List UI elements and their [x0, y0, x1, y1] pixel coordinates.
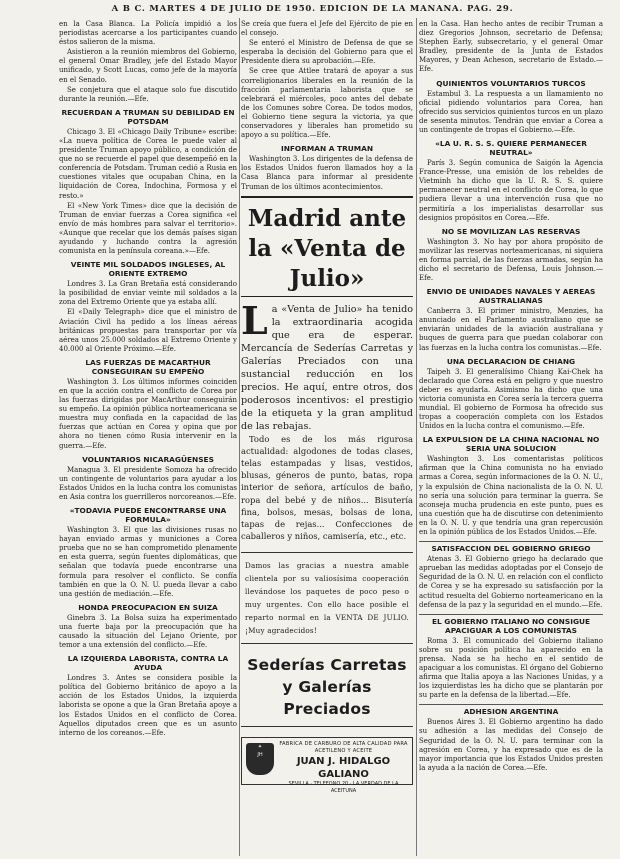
- article-headline: VOLUNTARIOS NICARAGÜENSES: [82, 454, 214, 464]
- article-headline: HONDA PREOCUPACION EN SUIZA: [78, 602, 218, 612]
- news-column-left: [59, 20, 237, 855]
- ad-address: SEVILLA · TELEFONO 20 · LA VERDAD DE LA ACEITUNA: [288, 781, 399, 795]
- article-headline: INFORMAN A TRUMAN: [280, 144, 374, 154]
- article-headline: LAS FUERZAS DE MACARTHUR CONSEGUIRAN SU EMPEÑO: [85, 357, 211, 376]
- article-paragraph: Londres 3. Antes se considera posible la política del Gobierno británico de apoyo a la acción de los Estados Unidos, la izquierda laborista se opone a que la Gran Bretaña apoye a los Estados Unidos en el conflicto de Corea. Aquellos diputados creen que es un asunto interno de los coreanos.—Efe.: [59, 674, 237, 737]
- article-paragraph: Buenos Aires 3. El Gobierno argentino ha dado su adhesión a las medidas del Consejo de Seguridad de la O. N. U. para terminar con la agresión en Corea, y ha expresado que es de la mayor importancia que los Estados Unidos presten la ayuda a la nación de Corea.—Efe.: [419, 718, 603, 772]
- article-paragraph: Washington 3. El que las divisiones rusas no hayan enviado armas y municiones a Corea prueba que no se han comprometido plenamente en esta guerra, según fuentes diplomáticas, que señalan que todavía puede encontrarse una formula para resolver el conflicto. Se confía también en que la O. N. U. pueda llevar a cabo una gestión de mediación.—Efe.: [59, 526, 237, 598]
- article-paragraph: Chicago 3. El «Chicago Daily Tribune» escribe: «La nueva política de Corea le puede valer al presidente Truman apoyo público, a condición de que no se recuerde el papel que desempeñó en la conferencia de Potsdam. Truman cedió a Rusia en cuestiones vitales que ocupaban China, en la liquidación de Corea, Indochina, Formosa y el resto.»: [59, 127, 237, 200]
- article-paragraph: Asistieron a la reunión miembros del Gobierno, el general Omar Bradley, jefe del Estado Mayor unificado, y Scott Lucas, como jefe de la mayoría en el Senado.: [59, 48, 237, 84]
- feature-lead: [241, 297, 413, 433]
- article-paragraph: El «Daily Telegraph» dice que el ministro de Aviación Civil ha pedido a los líneas aéreas británicas propuestas para transportar por vía aérea unos 25.000 soldados al Extremo Oriente y 40.000 al Oriente Próximo.—Efe.: [59, 308, 237, 353]
- feature-body: Todo es de los más rigurosa actualidad: algodones de todas clases, telas estampadas y lisas, vestidos, blusas, géneros de punto, batas, ropa interior de señora, artículos de baño, ropa del bebé y de niños... Bisutería fina, bolsos, mesas, bolsas de lona, tapas de rejas... Confecciones de caballeros y niños, camisería, etc., etc.: [241, 433, 413, 542]
- column-rule: [416, 18, 417, 856]
- article-paragraph: París 3. Según comunica de Saigón la Agencia France-Presse, una emisión de los rebeldes de Vietminh ha dicho que la U. R. S. S. quiere permanecer neutral en el conflicto de Corea, lo que pudiera llevar a una intervención rusa que no permitiría a los imperialistas desarrollar sus designios propósitos en Corea.—Efe.: [419, 159, 603, 222]
- ad-seal-icon: ✦ JH: [246, 743, 274, 775]
- article-paragraph: Roma 3. El comunicado del Gobierno italiano sobre su posición política ha aparecido en la prensa. Nada se ha hecho en el sentido de apaciguar a los comunistas. El órgano del Gobierno afirma que Italia apoya a las Naciones Unidas, y a los izquierdistas les ha dicho que se plantarán por su parte en la defensa de la libertad.—Efe.: [419, 636, 603, 700]
- ad-company-name: JUAN J. HIDALGO GALIANO: [296, 756, 391, 781]
- article-headline: EL GOBIERNO ITALIANO NO CONSIGUE APACIGUAR A LOS COMUNISTAS: [419, 614, 603, 635]
- article-paragraph: Washington 3. Los dirigentes de la defensa de los Estados Unidos fueron llamados hoy a la Casa Blanca para informar al presidente Truman de los últimos acontecimientos.: [241, 155, 413, 191]
- article-paragraph: Washington 3. Los comentaristas políticos afirman que la China comunista no ha enviado armas a Corea, según informaciones de la O. N. U., y la expulsión de China nacionalista de la O. N. U. no sería una solución para terminar la guerra. Se aconseja mucha prudencia en este punto, pues es una cuestión que ha de discutirse con detenimiento en la O. N. U. y que tendría una gran repercusión en la opinión pública de los Estados Unidos.—Efe.: [419, 455, 603, 537]
- article-headline: RECUERDAN A TRUMAN SU DEBILIDAD EN POTSDAM: [61, 107, 235, 126]
- article-paragraph: Estambul 3. La respuesta a un llamamiento no oficial pidiendo voluntarios para Corea, han ofrecido sus servicios quinientos turcos en un plazo de sesenta minutos. Tendrán que enviar a Corea a un contingente de tropas el Gobierno.—Efe.: [419, 89, 603, 134]
- article-paragraph: Londres 3. La Gran Bretaña está considerando la posibilidad de enviar veinte mil soldados a la zona del Extremo Oriente que ya estaba allí.: [59, 280, 237, 307]
- article-paragraph: Washington 3. Los últimos informes coinciden en que la acción contra el conflicto de Corea por las fuerzas dirigidas por MacArthur conseguirán su empeño. La opinión pública norteamericana se muestra muy confiada en la capacidad de las fuerzas que actúan en Corea y opina que por ahora no tienen cómo Rusia intervenir en la guerra.—Efe.: [59, 377, 237, 450]
- article-headline: VEINTE MIL SOLDADOS INGLESES, AL ORIENTE EXTREMO: [70, 260, 226, 279]
- article-headline: NO SE MOVILIZAN LAS RESERVAS: [441, 226, 581, 236]
- article-paragraph: en la Casa Blanca. La Policía impidió a los periodistas acercarse a los participantes cuando éstos salieron de la misma.: [59, 20, 237, 47]
- feature-lead-text: a «Venta de Julio» ha tenido la extraordinaria acogida que era de esperar. Mercancía de Sederías Carretas y Galerías Preciados con una sustancial reducción en los precios. He aquí, entre otros, dos poderosos incentivos: el prestigio de la etiqueta y la gran amplitud de las rebajas.: [241, 303, 413, 432]
- drop-cap: L: [241, 297, 268, 343]
- article-paragraph: Se cree que Attlee tratará de apoyar a sus correligionarios liberales en la reunión de la fracción parlamentaria laborista que se celebrará el miércoles, poco antes del debate de los Comunes sobre Corea. De todos modos, el Gobierno tiene segura la victoria, ya que conservadores y liberales han prometido su apoyo a su política.—Efe.: [241, 67, 413, 140]
- article-paragraph: Se creía que fuera el Jefe del Ejército de pie en el consejo.: [241, 20, 413, 38]
- article-headline: LA IZQUIERDA LABORISTA, CONTRA LA AYUDA: [67, 654, 229, 673]
- article-paragraph: Taipeh 3. El generalísimo Chiang Kai-Chek ha declarado que Corea está en peligro y que nuestro deber es ayudarla. Asimismo ha dicho que una victoria comunista en Corea sería la tercera guerra mundial. El gobierno de Formosa ha ofrecido sus tropas a cooperación completa con los Estados Unidos en la lucha contra el comunismo.—Efe.: [419, 367, 603, 431]
- article-paragraph: Washington 3. No hay por ahora propósito de movilizar las reservas norteamericanas, ni siquiera en forma parcial, de las fuerzas armadas, según ha dicho el secretario de Defensa, Louis Johnson.—Efe.: [419, 237, 603, 283]
- article-headline: SATISFACCION DEL GOBIERNO GRIEGO: [419, 541, 603, 553]
- store-brand: Sederías Carretas y Galerías Preciados: [241, 654, 413, 727]
- article-paragraph: Se conjetura que el ataque solo fue discutido durante la reunión.—Efe.: [59, 85, 237, 103]
- article-paragraph: Atenas 3. El Gobierno griego ha declarado que aprueban las medidas adoptadas por el Consejo de Seguridad de la O. N. U. en relación con el conflicto de Corea y se ha expresado su satisfacción por la actitud resuelta del Gobierno norteamericano en la defensa de la paz y la seguridad en el mundo.—Efe.: [419, 555, 603, 609]
- article-headline: UNA DECLARACION DE CHIANG: [446, 356, 576, 366]
- article-paragraph: Ginebra 3. La Bolsa suiza ha experimentado una fuerte baja por la preocupación que ha causado la situación del Lejano Oriente, por temor a una extensión del conflicto.—Efe.: [59, 613, 237, 650]
- article-headline: LA EXPULSION DE LA CHINA NACIONAL NO SERIA UNA SOLUCION: [422, 435, 600, 454]
- article-headline: «TODAVIA PUEDE ENCONTRARSE UNA FORMULA»: [69, 506, 227, 525]
- article-headline: «LA U. R. S. S. QUIERE PERMANECER NEUTRAL»: [435, 139, 587, 158]
- advertisement: [241, 737, 413, 795]
- article-paragraph: Se enteró el Ministro de Defensa de que se esperaba la decisión del Gobierno para que el Presidente diera su aprobación.—Efe.: [241, 39, 413, 66]
- article-paragraph: Managua 3. El presidente Somoza ha ofrecido un contingente de voluntarios para ayudar a los Estados Unidos en la lucha contra los comunistas en Asia contra los guerrilleros norcoreanos.—Efe.: [59, 465, 237, 501]
- article-paragraph: en la Casa. Han hecho antes de recibir Truman a diez Gregorios Johnson, secretario de Defensa; Stephen Early, subsecretario, y el general Omar Bradley, presidente de la Junta de Estados Mayores, y Dean Acheson, secretario de Estado.—Efe.: [419, 20, 603, 74]
- article-headline: ENVIO DE UNIDADES NAVALES Y AEREAS AUSTRALIANAS: [426, 287, 596, 306]
- ad-tagline: FABRICA DE CARBURO DE ALTA CALIDAD PARA ACETILENO Y ACEITE: [279, 741, 408, 755]
- news-column-center: [241, 20, 413, 855]
- page-header: A B C. MARTES 4 DE JULIO DE 1950. EDICION DE LA MAÑANA. PAG. 29.: [111, 4, 514, 14]
- column-rule: [239, 18, 240, 856]
- article-headline: ADHESION ARGENTINA: [419, 704, 603, 716]
- news-column-right: [419, 20, 603, 855]
- feature-title: Madrid ante la «Venta de Julio»: [241, 196, 413, 297]
- article-paragraph: El «New York Times» dice que la decisión de Truman de enviar fuerzas a Corea significa «el envío de más hombres para salvar el territorio». «Aunque que recelar que los demás países sigan ayudando y luchando contra la agresión comunista en la península coreana.»—Efe.: [59, 201, 237, 256]
- article-headline: QUINIENTOS VOLUNTARIOS TURCOS: [436, 78, 586, 88]
- article-paragraph: Canberra 3. El primer ministro, Menzies, ha anunciado en el Parlamento australiano que se enviarán unidades de la aviación australiana y buques de guerra para que puedan colaborar con las fuerzas en la lucha contra los comunistas.—Efe.: [419, 307, 603, 352]
- customer-notice: Damos las gracias a nuestra amable clientela por su valiosísima cooperación llevándose los paquetes de poco peso o muy urgentes. Con ello hace posible el reparto normal en la VENTA DE JULIO. ¡Muy agradecidos!: [241, 552, 413, 644]
